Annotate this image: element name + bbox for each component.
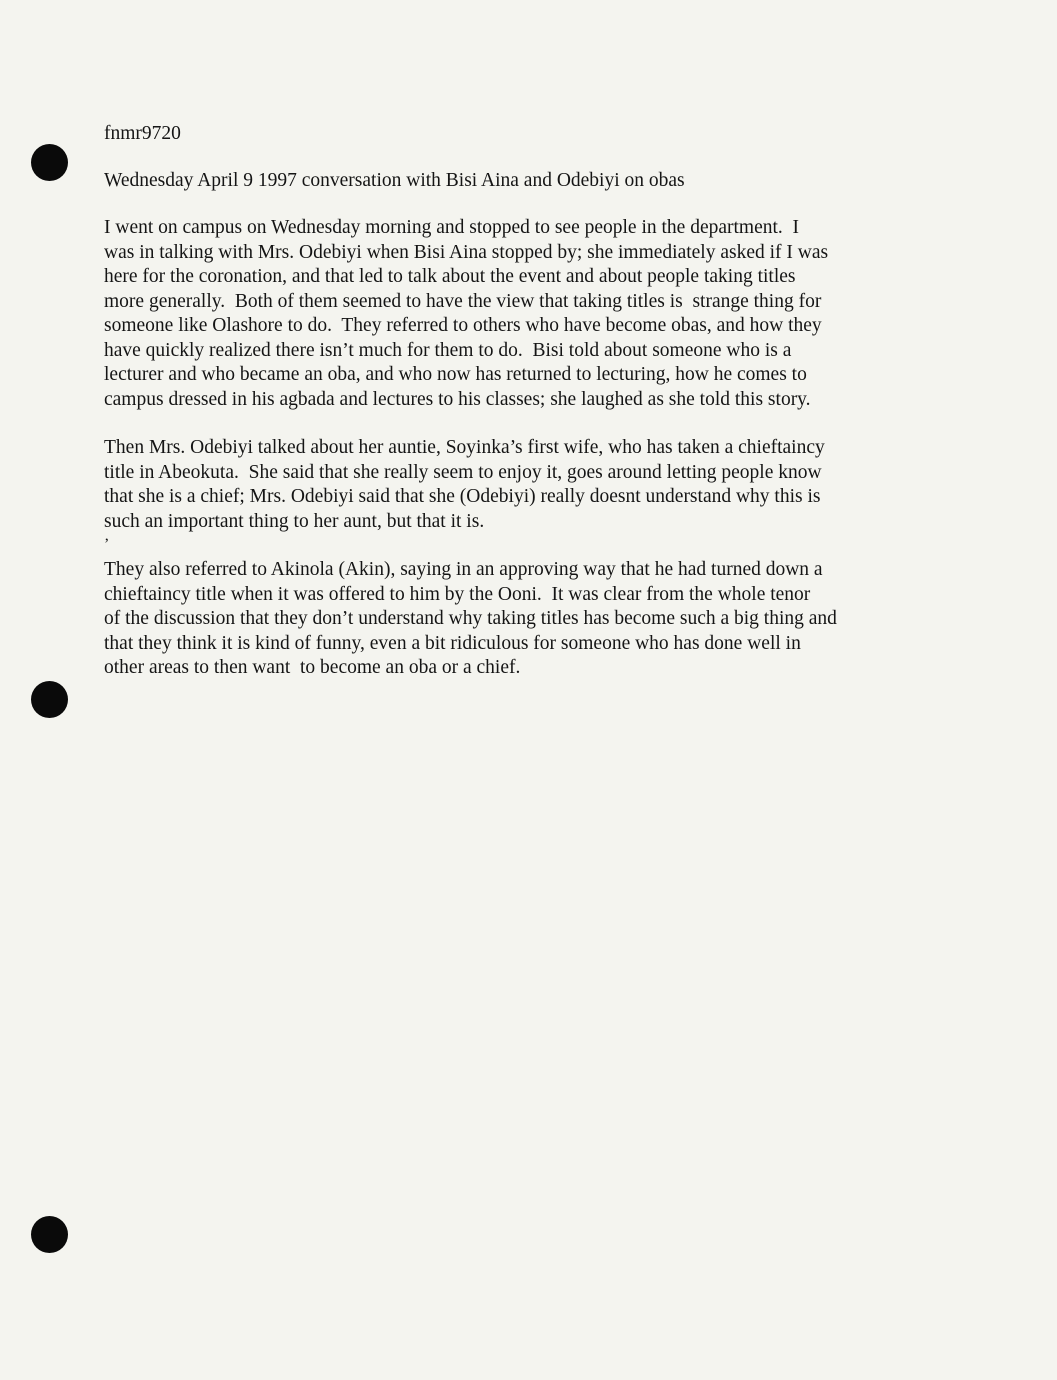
punch-hole-middle — [31, 681, 68, 718]
paragraph-spacer — [104, 412, 934, 436]
paragraph-3 — [104, 558, 934, 681]
paragraph-line: such an important thing to her aunt, but that it is. — [104, 510, 485, 532]
paragraph-line: title in Abeokuta. She said that she really seem to enjoy it, goes around letting people know — [104, 461, 822, 483]
paragraph-line: that she is a chief; Mrs. Odebiyi said that she (Odebiyi) really doesnt understand why this is — [104, 486, 821, 507]
paragraph-1 — [104, 216, 934, 412]
paragraph-line: I went on campus on Wednesday morning and stopped to see people in the department. I — [104, 217, 800, 238]
paragraph-line: was in talking with Mrs. Odebiyi when Bisi Aina stopped by; she immediately asked if I was — [104, 241, 829, 263]
paragraph-line: other areas to then want to become an oba or a chief. — [104, 657, 521, 678]
paragraph-line: They also referred to Akinola (Akin), saying in an approving way that he had turned down a — [104, 559, 823, 580]
paragraph-line: here for the coronation, and that led to talk about the event and about people taking titles — [104, 266, 796, 287]
paragraph-line: have quickly realized there isn’t much for them to do. Bisi told about someone who is a — [104, 339, 792, 361]
paragraph-line: lecturer and who became an oba, and who now has returned to lecturing, how he comes to — [104, 364, 807, 385]
paragraph-line: more generally. Both of them seemed to have the view that taking titles is strange thing for — [104, 290, 822, 312]
document-body — [104, 122, 934, 681]
punch-hole-top — [31, 144, 68, 181]
paragraph-spacer — [104, 534, 934, 558]
paragraph-line: that they think it is kind of funny, even a bit ridiculous for someone who has done well in — [104, 632, 801, 654]
paragraph-line: campus dressed in his agbada and lectures to his classes; she laughed as she told this story. — [104, 388, 811, 410]
document-heading: Wednesday April 9 1997 conversation with Bisi Aina and Odebiyi on obas — [104, 169, 685, 191]
paragraph-line: Then Mrs. Odebiyi talked about her auntie, Soyinka’s first wife, who has taken a chieftaincy — [104, 437, 825, 458]
paragraph-line: someone like Olashore to do. They referred to others who have become obas, and how they — [104, 315, 822, 336]
paragraph-2 — [104, 436, 934, 534]
paragraph-line: of the discussion that they don’t understand why taking titles has become such a big thing and — [104, 608, 837, 629]
punch-hole-bottom — [31, 1216, 68, 1253]
document-id: fnmr9720 — [104, 123, 181, 144]
stray-comma-mark: ’ — [104, 536, 110, 553]
paragraph-line: chieftaincy title when it was offered to him by the Ooni. It was clear from the whole tenor — [104, 583, 811, 605]
